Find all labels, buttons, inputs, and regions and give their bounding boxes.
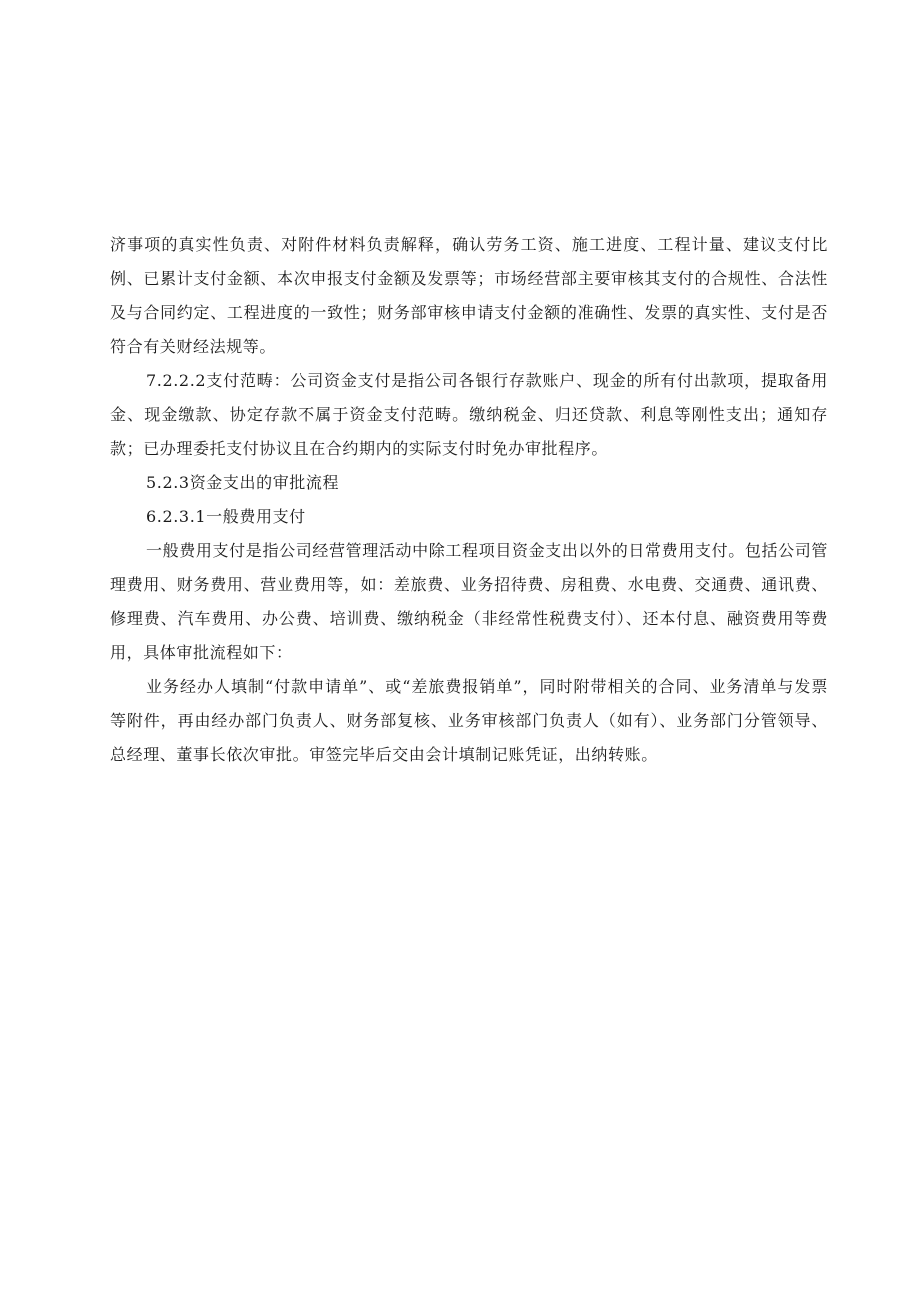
paragraph-general-expense-definition: 一般费用支付是指公司经营管理活动中除工程项目资金支出以外的日常费用支付。包括公司管理费用、财务费用、营业费用等，如：差旅费、业务招待费、房租费、水电费、交通费、通讯费、修理费、汽车费用、办公费、培训费、缴纳税金（非经常性税费支付）、还本付息、融资费用等费用，具体审批流程如下： (110, 541, 828, 662)
paragraph-approval-steps: 业务经办人填制“付款申请单”、或“差旅费报销单”，同时附带相关的合同、业务清单与发票等附件，再由经办部门负责人、财务部复核、业务审核部门负责人（如有）、业务部门分管领导、总经理、董事长依次审批。审签完毕后交由会计填制记账凭证，出纳转账。 (110, 677, 828, 764)
paragraph-payment-scope: 7.2.2.2支付范畴：公司资金支付是指公司各银行存款账户、现金的所有付出款项，提取备用金、现金缴款、协定存款不属于资金支付范畴。缴纳税金、归还贷款、利息等刚性支出；通知存款；已办理委托支付协议且在合约期内的实际支付时免办审批程序。 (110, 371, 828, 458)
document-body (110, 228, 828, 772)
heading-general-expense: 6.2.3.1一般费用支付 (146, 507, 306, 526)
heading-approval-process: 5.2.3资金支出的审批流程 (146, 473, 340, 492)
paragraph-continuation: 济事项的真实性负责、对附件材料负责解释，确认劳务工资、施工进度、工程计量、建议支付比例、已累计支付金额、本次申报支付金额及发票等；市场经营部主要审核其支付的合规性、合法性及与合同约定、工程进度的一致性；财务部审核申请支付金额的准确性、发票的真实性、支付是否符合有关财经法规等。 (110, 235, 828, 356)
